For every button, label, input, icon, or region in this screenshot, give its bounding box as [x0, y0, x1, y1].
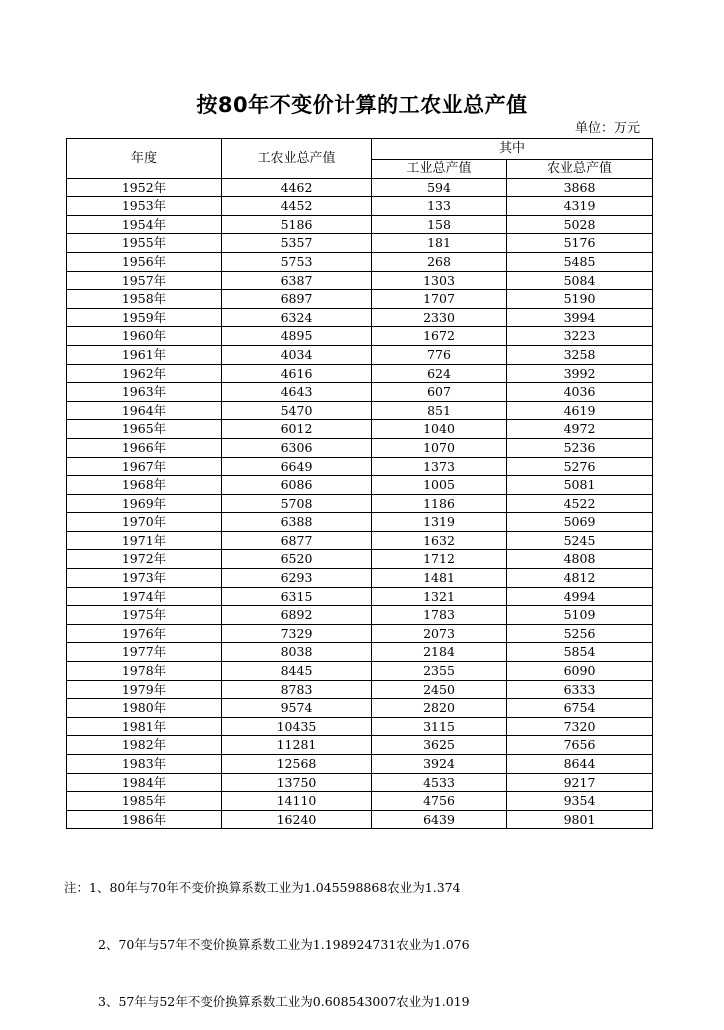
- table-row: [67, 178, 653, 197]
- year-cell: 1962年: [67, 364, 222, 383]
- industry-cell: 851: [372, 401, 507, 420]
- year-cell: 1960年: [67, 327, 222, 346]
- table-row: [67, 736, 653, 755]
- industry-cell: 624: [372, 364, 507, 383]
- agriculture-cell: 9354: [507, 792, 653, 811]
- year-cell: 1973年: [67, 569, 222, 588]
- year-cell: 1965年: [67, 420, 222, 439]
- total-cell: 5186: [222, 215, 372, 234]
- agriculture-cell: 5084: [507, 271, 653, 290]
- agriculture-cell: 3258: [507, 345, 653, 364]
- year-cell: 1968年: [67, 476, 222, 495]
- table-row: [67, 755, 653, 774]
- agriculture-cell: 3868: [507, 178, 653, 197]
- total-cell: 5753: [222, 252, 372, 271]
- agriculture-cell: 4619: [507, 401, 653, 420]
- year-cell: 1970年: [67, 513, 222, 532]
- industry-cell: 1783: [372, 606, 507, 625]
- industry-cell: 2820: [372, 699, 507, 718]
- table-row: [67, 531, 653, 550]
- industry-cell: 268: [372, 252, 507, 271]
- industry-cell: 1712: [372, 550, 507, 569]
- header-total: 工农业总产值: [222, 139, 372, 179]
- industry-cell: 2073: [372, 624, 507, 643]
- industry-cell: 1321: [372, 587, 507, 606]
- agriculture-cell: 4319: [507, 197, 653, 216]
- agriculture-cell: 5276: [507, 457, 653, 476]
- total-cell: 4452: [222, 197, 372, 216]
- year-cell: 1980年: [67, 699, 222, 718]
- year-cell: 1964年: [67, 401, 222, 420]
- agriculture-cell: 5485: [507, 252, 653, 271]
- total-cell: 4616: [222, 364, 372, 383]
- table-row: [67, 197, 653, 216]
- table-row: [67, 234, 653, 253]
- year-cell: 1969年: [67, 494, 222, 513]
- agriculture-cell: 5854: [507, 643, 653, 662]
- table-row: [67, 606, 653, 625]
- table-row: [67, 550, 653, 569]
- agriculture-cell: 4994: [507, 587, 653, 606]
- industry-cell: 1186: [372, 494, 507, 513]
- header-group: 其中: [372, 139, 653, 160]
- agriculture-cell: 5109: [507, 606, 653, 625]
- agriculture-cell: 4808: [507, 550, 653, 569]
- table-row: [67, 717, 653, 736]
- agriculture-cell: 7320: [507, 717, 653, 736]
- agriculture-cell: 5190: [507, 290, 653, 309]
- total-cell: 6388: [222, 513, 372, 532]
- year-cell: 1974年: [67, 587, 222, 606]
- year-cell: 1954年: [67, 215, 222, 234]
- year-cell: 1979年: [67, 680, 222, 699]
- table-row: [67, 345, 653, 364]
- table-row: [67, 792, 653, 811]
- total-cell: 8038: [222, 643, 372, 662]
- agriculture-cell: 4522: [507, 494, 653, 513]
- agriculture-cell: 4036: [507, 383, 653, 402]
- table-row: [67, 290, 653, 309]
- year-cell: 1972年: [67, 550, 222, 569]
- year-cell: 1955年: [67, 234, 222, 253]
- table-row: [67, 662, 653, 681]
- table-row: [67, 327, 653, 346]
- page-title: 按80年不变价计算的工农业总产值: [196, 93, 528, 117]
- year-cell: 1986年: [67, 810, 222, 829]
- industry-cell: 1303: [372, 271, 507, 290]
- agriculture-cell: 5256: [507, 624, 653, 643]
- note-3: 3、57年与52年不变价换算系数工业为0.608543007农业为1.019: [98, 994, 470, 1009]
- table-row: [67, 420, 653, 439]
- table-row: [67, 364, 653, 383]
- year-cell: 1952年: [67, 178, 222, 197]
- year-cell: 1958年: [67, 290, 222, 309]
- total-cell: 6012: [222, 420, 372, 439]
- agriculture-cell: 5236: [507, 438, 653, 457]
- total-cell: 6306: [222, 438, 372, 457]
- total-cell: 8445: [222, 662, 372, 681]
- total-cell: 6324: [222, 308, 372, 327]
- table-row: [67, 476, 653, 495]
- industry-cell: 3115: [372, 717, 507, 736]
- output-value-table: [66, 138, 653, 829]
- industry-cell: 2450: [372, 680, 507, 699]
- table-row: [67, 624, 653, 643]
- agriculture-cell: 4972: [507, 420, 653, 439]
- year-cell: 1975年: [67, 606, 222, 625]
- table-row: [67, 699, 653, 718]
- year-cell: 1966年: [67, 438, 222, 457]
- agriculture-cell: 5069: [507, 513, 653, 532]
- agriculture-cell: 3994: [507, 308, 653, 327]
- table-row: [67, 810, 653, 829]
- total-cell: 4895: [222, 327, 372, 346]
- year-cell: 1961年: [67, 345, 222, 364]
- year-cell: 1978年: [67, 662, 222, 681]
- table-row: [67, 569, 653, 588]
- agriculture-cell: 5176: [507, 234, 653, 253]
- total-cell: 6892: [222, 606, 372, 625]
- total-cell: 5357: [222, 234, 372, 253]
- year-cell: 1976年: [67, 624, 222, 643]
- industry-cell: 1040: [372, 420, 507, 439]
- industry-cell: 1707: [372, 290, 507, 309]
- industry-cell: 181: [372, 234, 507, 253]
- total-cell: 6315: [222, 587, 372, 606]
- agriculture-cell: 6754: [507, 699, 653, 718]
- agriculture-cell: 3992: [507, 364, 653, 383]
- notes: [64, 840, 470, 1030]
- agriculture-cell: 5028: [507, 215, 653, 234]
- total-cell: 6897: [222, 290, 372, 309]
- table-row: [67, 271, 653, 290]
- agriculture-cell: 3223: [507, 327, 653, 346]
- agriculture-cell: 5245: [507, 531, 653, 550]
- table-body: [67, 178, 653, 829]
- table-row: [67, 643, 653, 662]
- agriculture-cell: 7656: [507, 736, 653, 755]
- industry-cell: 607: [372, 383, 507, 402]
- year-cell: 1959年: [67, 308, 222, 327]
- table-row: [67, 680, 653, 699]
- total-cell: 6649: [222, 457, 372, 476]
- industry-cell: 1481: [372, 569, 507, 588]
- year-cell: 1956年: [67, 252, 222, 271]
- year-cell: 1953年: [67, 197, 222, 216]
- table-row: [67, 773, 653, 792]
- total-cell: 10435: [222, 717, 372, 736]
- industry-cell: 776: [372, 345, 507, 364]
- agriculture-cell: 9217: [507, 773, 653, 792]
- industry-cell: 594: [372, 178, 507, 197]
- industry-cell: 1632: [372, 531, 507, 550]
- total-cell: 9574: [222, 699, 372, 718]
- note-2: 2、70年与57年不变价换算系数工业为1.198924731农业为1.076: [98, 937, 470, 952]
- industry-cell: 3924: [372, 755, 507, 774]
- agriculture-cell: 6090: [507, 662, 653, 681]
- total-cell: 6877: [222, 531, 372, 550]
- total-cell: 6086: [222, 476, 372, 495]
- year-cell: 1984年: [67, 773, 222, 792]
- year-cell: 1971年: [67, 531, 222, 550]
- unit-label: 单位：万元: [574, 121, 640, 136]
- agriculture-cell: 4812: [507, 569, 653, 588]
- total-cell: 7329: [222, 624, 372, 643]
- total-cell: 6293: [222, 569, 372, 588]
- industry-cell: 1005: [372, 476, 507, 495]
- industry-cell: 4533: [372, 773, 507, 792]
- table-row: [67, 457, 653, 476]
- agriculture-cell: 6333: [507, 680, 653, 699]
- total-cell: 4462: [222, 178, 372, 197]
- header-agriculture: 农业总产值: [507, 160, 653, 179]
- industry-cell: 3625: [372, 736, 507, 755]
- industry-cell: 1319: [372, 513, 507, 532]
- table-row: [67, 587, 653, 606]
- industry-cell: 2184: [372, 643, 507, 662]
- year-cell: 1957年: [67, 271, 222, 290]
- table-row: [67, 308, 653, 327]
- total-cell: 4034: [222, 345, 372, 364]
- table-row: [67, 252, 653, 271]
- total-cell: 12568: [222, 755, 372, 774]
- table-row: [67, 494, 653, 513]
- industry-cell: 1070: [372, 438, 507, 457]
- total-cell: 14110: [222, 792, 372, 811]
- table-row: [67, 401, 653, 420]
- industry-cell: 6439: [372, 810, 507, 829]
- industry-cell: 158: [372, 215, 507, 234]
- header-year: 年度: [67, 139, 222, 179]
- total-cell: 4643: [222, 383, 372, 402]
- year-cell: 1985年: [67, 792, 222, 811]
- header-industry: 工业总产值: [372, 160, 507, 179]
- agriculture-cell: 5081: [507, 476, 653, 495]
- table-row: [67, 383, 653, 402]
- industry-cell: 4756: [372, 792, 507, 811]
- industry-cell: 1672: [372, 327, 507, 346]
- industry-cell: 2355: [372, 662, 507, 681]
- year-cell: 1983年: [67, 755, 222, 774]
- year-cell: 1967年: [67, 457, 222, 476]
- total-cell: 6387: [222, 271, 372, 290]
- note-1: 注：1、80年与70年不变价换算系数工业为1.045598868农业为1.374: [64, 880, 461, 895]
- total-cell: 8783: [222, 680, 372, 699]
- year-cell: 1977年: [67, 643, 222, 662]
- table-row: [67, 215, 653, 234]
- industry-cell: 2330: [372, 308, 507, 327]
- agriculture-cell: 9801: [507, 810, 653, 829]
- total-cell: 5470: [222, 401, 372, 420]
- table-row: [67, 438, 653, 457]
- total-cell: 5708: [222, 494, 372, 513]
- table-row: [67, 513, 653, 532]
- total-cell: 13750: [222, 773, 372, 792]
- total-cell: 16240: [222, 810, 372, 829]
- industry-cell: 1373: [372, 457, 507, 476]
- agriculture-cell: 8644: [507, 755, 653, 774]
- year-cell: 1981年: [67, 717, 222, 736]
- industry-cell: 133: [372, 197, 507, 216]
- year-cell: 1963年: [67, 383, 222, 402]
- total-cell: 6520: [222, 550, 372, 569]
- total-cell: 11281: [222, 736, 372, 755]
- year-cell: 1982年: [67, 736, 222, 755]
